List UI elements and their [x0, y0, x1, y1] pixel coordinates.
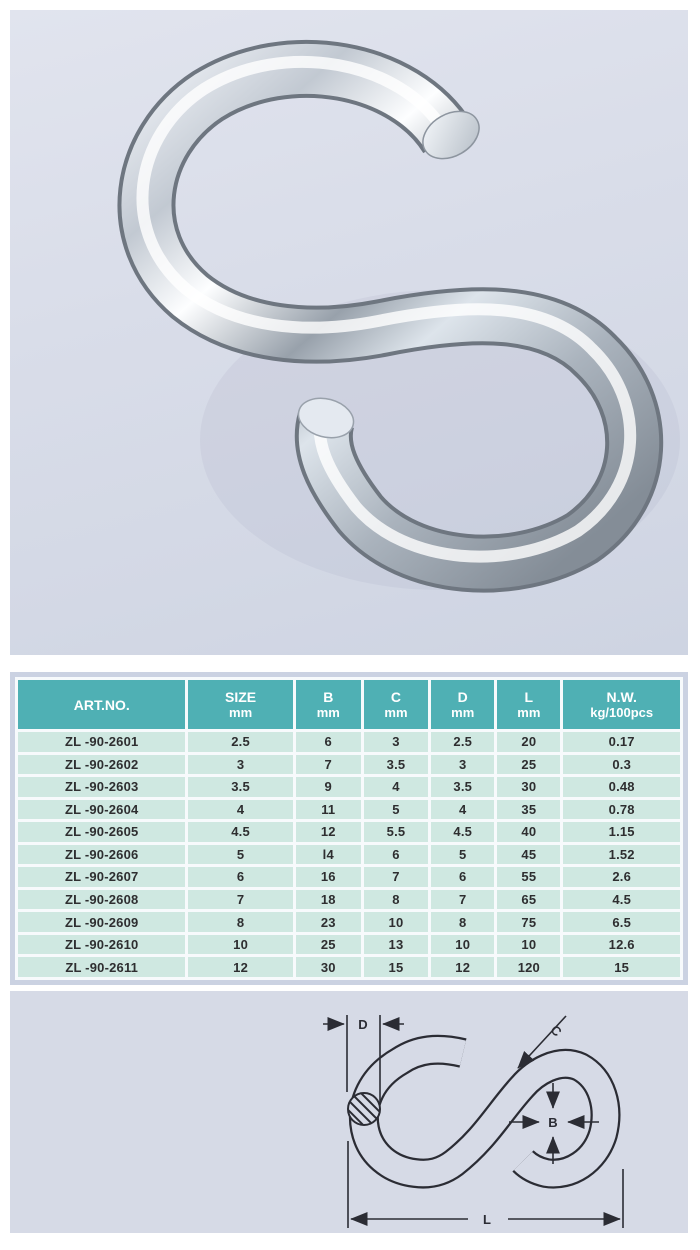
cell-value: 8: [431, 912, 494, 932]
cell-value: 0.78: [563, 800, 680, 820]
cell-artno: ZL -90-2603: [18, 777, 185, 797]
column-header-nw: N.W. kg/100pcs: [563, 680, 680, 729]
dim-label-c: C: [547, 1022, 565, 1040]
dim-label-b: B: [548, 1115, 558, 1130]
table-row: [18, 935, 680, 955]
cell-value: 25: [497, 755, 560, 775]
cell-value: 6: [364, 845, 428, 865]
cell-value: 75: [497, 912, 560, 932]
cell-value: 16: [296, 867, 361, 887]
cell-value: 4.5: [188, 822, 292, 842]
cell-value: 6.5: [563, 912, 680, 932]
cell-artno: ZL -90-2605: [18, 822, 185, 842]
cell-artno: ZL -90-2602: [18, 755, 185, 775]
dim-label-d: D: [358, 1017, 368, 1032]
cell-value: 4.5: [431, 822, 494, 842]
technical-drawing-svg: [10, 991, 688, 1233]
cell-artno: ZL -90-2601: [18, 732, 185, 752]
cell-value: 12.6: [563, 935, 680, 955]
cell-value: 12: [296, 822, 361, 842]
cell-value: 30: [296, 957, 361, 977]
cell-value: 3.5: [364, 755, 428, 775]
cell-value: 10: [188, 935, 292, 955]
product-photo-svg: [10, 10, 688, 655]
cell-value: 23: [296, 912, 361, 932]
cell-artno: ZL -90-2607: [18, 867, 185, 887]
cell-value: 18: [296, 890, 361, 910]
table-row: [18, 732, 680, 752]
dim-label-l: L: [483, 1212, 491, 1227]
cell-value: 30: [497, 777, 560, 797]
cell-value: 8: [188, 912, 292, 932]
cell-value: 2.5: [431, 732, 494, 752]
column-header-l: L mm: [497, 680, 560, 729]
cell-value: 40: [497, 822, 560, 842]
cell-value: 2.6: [563, 867, 680, 887]
column-header-b: B mm: [296, 680, 361, 729]
product-photo-panel: [10, 10, 688, 655]
cell-value: 3: [431, 755, 494, 775]
cell-value: 65: [497, 890, 560, 910]
cell-value: 3: [364, 732, 428, 752]
cell-value: 5: [431, 845, 494, 865]
cell-value: 12: [188, 957, 292, 977]
cell-value: 0.48: [563, 777, 680, 797]
cell-value: 9: [296, 777, 361, 797]
cell-artno: ZL -90-2609: [18, 912, 185, 932]
cell-value: 2.5: [188, 732, 292, 752]
cell-artno: ZL -90-2604: [18, 800, 185, 820]
column-header-c: C mm: [364, 680, 428, 729]
wire-cross-section: [348, 1093, 380, 1125]
cell-value: 4: [188, 800, 292, 820]
cell-value: 15: [364, 957, 428, 977]
cell-value: 5.5: [364, 822, 428, 842]
cell-value: 11: [296, 800, 361, 820]
cell-value: 45: [497, 845, 560, 865]
column-header-artno: ART.NO.: [18, 680, 185, 729]
cell-value: 7: [364, 867, 428, 887]
cell-value: 6: [431, 867, 494, 887]
table-row: [18, 800, 680, 820]
cell-value: 10: [431, 935, 494, 955]
cell-value: 0.17: [563, 732, 680, 752]
cell-artno: ZL -90-2608: [18, 890, 185, 910]
cell-value: 25: [296, 935, 361, 955]
cell-value: 4.5: [563, 890, 680, 910]
spec-table: [15, 677, 683, 980]
table-row: [18, 867, 680, 887]
hook-profile-outline: [364, 1050, 606, 1174]
table-row: [18, 890, 680, 910]
cell-value: 4: [364, 777, 428, 797]
table-row: [18, 755, 680, 775]
cell-value: 1.15: [563, 822, 680, 842]
cell-value: 6: [296, 732, 361, 752]
cell-value: 12: [431, 957, 494, 977]
table-row: [18, 912, 680, 932]
cell-value: 8: [364, 890, 428, 910]
cell-value: 35: [497, 800, 560, 820]
cell-artno: ZL -90-2611: [18, 957, 185, 977]
cell-value: 15: [563, 957, 680, 977]
table-row: [18, 777, 680, 797]
cell-value: 7: [188, 890, 292, 910]
cell-value: 10: [497, 935, 560, 955]
cell-value: 10: [364, 912, 428, 932]
cell-value: 3.5: [431, 777, 494, 797]
cell-artno: ZL -90-2606: [18, 845, 185, 865]
cell-value: l4: [296, 845, 361, 865]
cell-value: 4: [431, 800, 494, 820]
cell-value: 13: [364, 935, 428, 955]
column-header-d: D mm: [431, 680, 494, 729]
header-row: [18, 680, 680, 729]
cell-value: 55: [497, 867, 560, 887]
cell-value: 6: [188, 867, 292, 887]
cell-value: 3: [188, 755, 292, 775]
table-row: [18, 845, 680, 865]
cell-value: 20: [497, 732, 560, 752]
table-row: [18, 957, 680, 977]
cell-value: 5: [364, 800, 428, 820]
cell-value: 1.52: [563, 845, 680, 865]
spec-table-body: [18, 732, 680, 977]
cell-artno: ZL -90-2610: [18, 935, 185, 955]
cell-value: 120: [497, 957, 560, 977]
spec-table-panel: [10, 672, 688, 985]
cell-value: 7: [431, 890, 494, 910]
column-header-size: SIZE mm: [188, 680, 292, 729]
cell-value: 7: [296, 755, 361, 775]
cell-value: 0.3: [563, 755, 680, 775]
cell-value: 3.5: [188, 777, 292, 797]
cell-value: 5: [188, 845, 292, 865]
table-row: [18, 822, 680, 842]
technical-drawing-panel: [10, 991, 688, 1233]
